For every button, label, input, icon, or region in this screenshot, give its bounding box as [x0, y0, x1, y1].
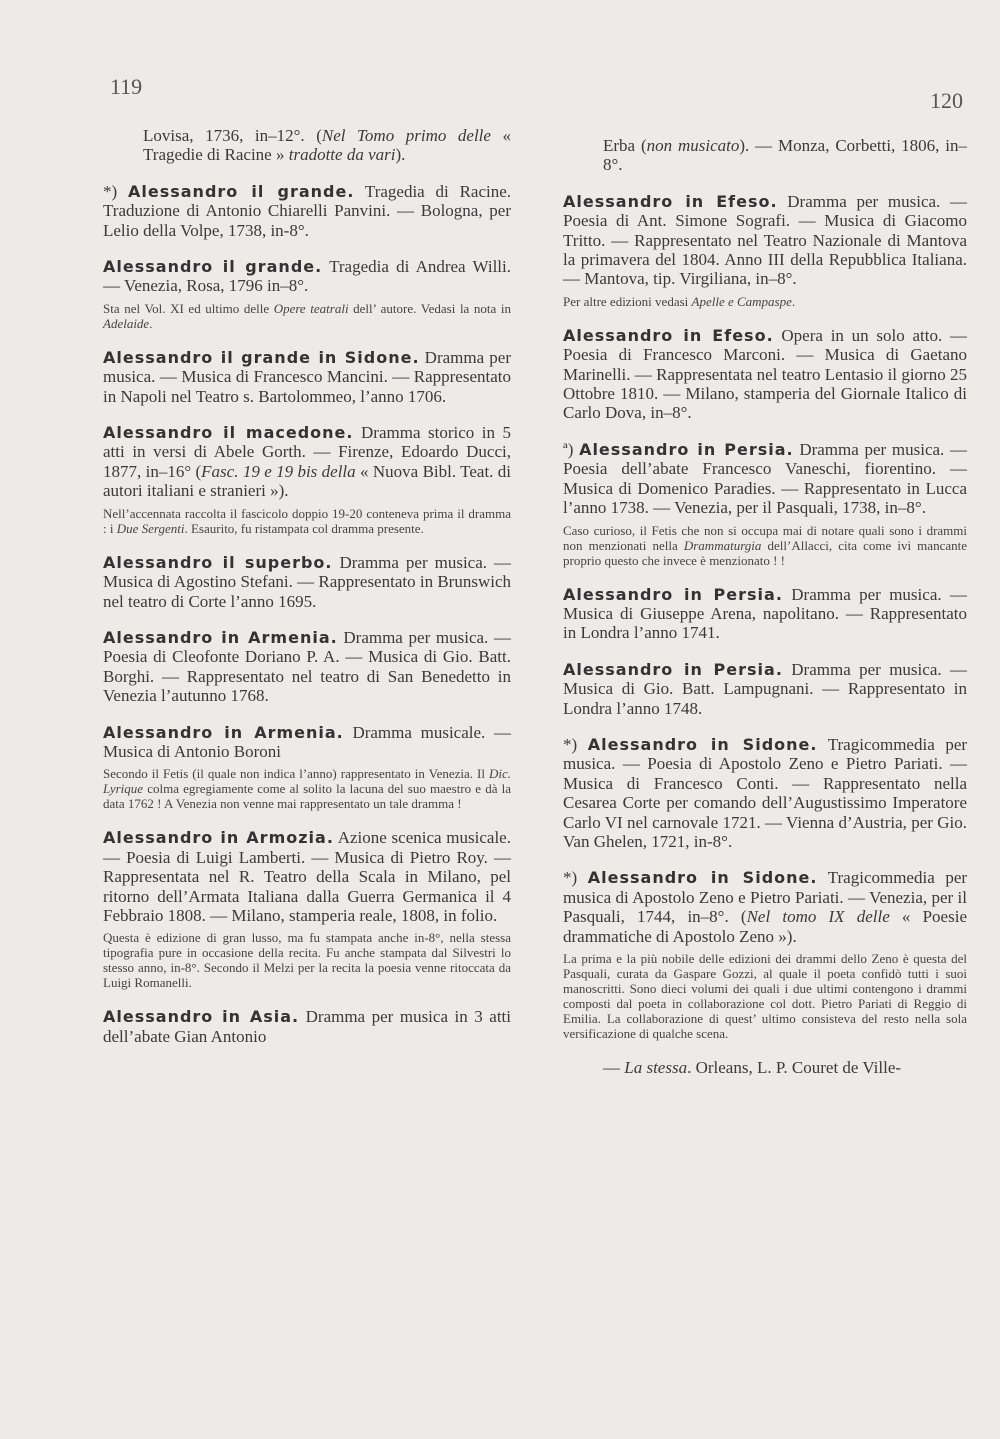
entry-body: Alessandro in Armenia. Dramma musicale. — Musica di Antonio Boroni: [103, 722, 511, 761]
entry-note: Sta nel Vol. XI ed ultimo delle Opere teatrali dell’ autore. Vedasi la nota in Adelaide.: [103, 300, 512, 331]
entry-heading: Alessandro in Sidone.: [587, 868, 818, 888]
entry-alessandro-in-persia-paradies: [563, 440, 967, 568]
entry-heading: Alessandro in Efeso.: [563, 191, 778, 211]
entry-body: Lovisa, 1736, in–12°. (Nel Tomo primo delle « Tragedie di Racine » tradotte da vari).: [143, 126, 512, 165]
entry-heading: Alessandro il macedone.: [103, 423, 354, 443]
entry-body: Alessandro in Persia. Dramma per musica. — Musica di Giuseppe Arena, napolitano. — Rappresentato in Londra l’anno 1741.: [563, 584, 967, 643]
entry-note: Caso curioso, il Fetis che non si occupa mai di notare quali sono i drammi non menzionati nella Drammaturgia dell’Allacci, cita come ivi mancante proprio questo che invece è menzionato ! !: [563, 522, 967, 568]
entry-alessandro-il-grande-in-sidone: [103, 348, 511, 406]
entry-note: Nell’accennata raccolta il fascicolo doppio 19-20 conteneva prima il dramma : i Due Sergenti. Esaurito, fu ristampata col dramma presente.: [103, 505, 511, 536]
entry-note: Questa è edizione di gran lusso, ma fu stampata anche in-8°, nella stessa tipografia pure in occasione della recita. Fu anche stampata dal Silvestri lo stesso anno, in-8°. Secondo il Melzi per la recita la poesia venne ritoccata da Luigi Romanelli.: [103, 930, 511, 991]
entry-heading: Alessandro il grande in Sidone.: [103, 347, 420, 367]
entry-body: Alessandro in Asia. Dramma per musica in 3 atti dell’abate Gian Antonio: [103, 1007, 511, 1046]
entry-alessandro-in-persia-lampugnani: [563, 660, 967, 718]
entry-heading: Alessandro il grande.: [103, 257, 323, 277]
entry-alessandro-in-armenia-borghi: [103, 628, 511, 706]
entry-heading: Alessandro in Armozia.: [103, 828, 334, 848]
entry-alessandro-in-asia: [103, 1007, 511, 1046]
entry-heading: Alessandro in Persia.: [579, 439, 794, 459]
left-column: [103, 126, 511, 1063]
entry-heading: Alessandro in Persia.: [563, 584, 783, 604]
entry-body: *) Alessandro in Sidone. Tragicommedia per musica. — Poesia di Apostolo Zeno e Pietro Pariati. — Musica di Francesco Conti. — Rappresentato nella Cesarea Corte per comando dell’Augustissimo Imperatore Carlo VI nel carnovale 1721. — Vienna d’Austria, per Gio. Van Ghelen, 1721, in-8°.: [563, 734, 968, 851]
entry-body: *) Alessandro in Sidone. Tragicommedia per musica di Apostolo Zeno e Pietro Pariati. — Venezia, per il Pasquali, 1744, in–8°. (Nel tomo IX delle « Poesie drammatiche di Apostolo Zeno »).: [563, 868, 968, 946]
entry-note: Per altre edizioni vedasi Apelle e Campaspe.: [563, 293, 796, 309]
footnote-mark: ª): [563, 439, 574, 459]
entry-body: Alessandro il grande. Tragedia di Andrea Willi. — Venezia, Rosa, 1796 in–8°.: [103, 257, 511, 296]
right-column: [563, 136, 967, 1094]
entry-alessandro-il-grande-racine: [103, 182, 511, 240]
entry-alessandro-in-persia-arena: [563, 585, 967, 643]
entry-heading: Alessandro il grande.: [127, 181, 355, 201]
entry-note: La prima e la più nobile delle edizioni dei drammi dello Zeno è questa del Pasquali, curata da Gaspare Gozzi, al quale il poeta confidò tutti i suoi manoscritti. Sono dieci volumi dei quali i due ultimi contengono i drammi composti dal poeta in collaborazione col dott. Pietro Pariati di Reggio di Emilia. La collaborazione di quest’ ultimo consisteva del resto nella sola versificazione di qualche scena.: [563, 951, 967, 1041]
entry-body: Alessandro il grande in Sidone. Dramma per musica. — Musica di Francesco Mancini. — Rappresentato in Napoli nel Teatro s. Bartolommeo, l’anno 1706.: [103, 347, 511, 406]
entry-body: — La stessa. Orleans, L. P. Couret de Ville-: [603, 1058, 902, 1077]
asterisk-mark: *): [563, 734, 578, 754]
entry-heading: Alessandro in Armenia.: [103, 627, 338, 647]
entry-alessandro-il-grande-willi: [103, 257, 511, 331]
entry-alessandro-in-efeso-tritto: [563, 192, 967, 309]
entry-body: Alessandro in Efeso. Dramma per musica. — Poesia di Ant. Simone Sografi. — Musica di Giacomo Tritto. — Rappresentato nel Teatro Nazionale di Mantova la primavera del 1804. Anno III della Repubblica Italiana. — Mantova, tip. Virgiliana, in–8°.: [563, 191, 967, 289]
entry-heading: Alessandro il superbo.: [103, 552, 333, 572]
entry-body: Alessandro in Armenia. Dramma per musica. — Poesia di Cleofonte Doriano P. A. — Musica di Gio. Batt. Borghi. — Rappresentato nel teatro di San Benedetto in Venezia l’autunno 1768.: [103, 627, 511, 706]
entry-body: Alessandro in Armozia. Azione scenica musicale. — Poesia di Luigi Lamberti. — Musica di Pietro Roy. — Rappresentata nel R. Teatro della Scala in Milano, pel ritorno dell’Armata Italiana dalla Guerra Germanica il 4 Febbraio 1808. — Milano, stamperia reale, 1808, in folio.: [103, 828, 511, 925]
entry-heading: Alessandro in Efeso.: [563, 325, 774, 345]
entry-heading: Alessandro in Sidone.: [587, 734, 818, 754]
page-number-right: 120: [930, 88, 963, 113]
entry-body: *) Alessandro il grande. Tragedia di Racine. Traduzione di Antonio Chiarelli Panvini. — Bologna, per Lelio della Volpe, 1738, in-8°.: [103, 181, 512, 240]
entry-body: Alessandro in Persia. Dramma per musica. — Musica di Gio. Batt. Lampugnani. — Rappresentato in Londra l’anno 1748.: [563, 659, 967, 718]
entry-alessandro-in-efeso-marinelli: [563, 326, 967, 423]
entry-body: Alessandro il macedone. Dramma storico in 5 atti in versi di Abele Gorth. — Firenze, Edoardo Ducci, 1877, in–16° (Fasc. 19 e 19 bis della « Nuova Bibl. Teat. di autori italiani e stranieri »).: [103, 423, 512, 501]
entry-alessandro-il-superbo: [103, 553, 511, 611]
page-number-left: 119: [110, 74, 143, 99]
entry-alessandro-in-sidone-conti: [563, 735, 967, 851]
entry-note: Secondo il Fetis (il quale non indica l’anno) rappresentato in Venezia. Il Dic. Lyrique colma egregiamente come al solito la lacuna del suo maestro e dà la data 1762 ! A Venezia non venne mai rappresentato un tale dramma !: [103, 766, 511, 812]
asterisk-mark: *): [103, 181, 118, 201]
entry-alessandro-in-sidone-pasquali: [563, 868, 967, 1041]
entry-body: Alessandro in Efeso. Opera in un solo atto. — Poesia di Francesco Marconi. — Musica di Gaetano Marinelli. — Rappresentata nel teatro Lentasio il giorno 25 Ottobre 1810. — Milano, stamperia del Giornale Italico di Carlo Dova, in–8°.: [563, 325, 968, 423]
entry-la-stessa: [563, 1058, 967, 1077]
entry-continuation: [103, 126, 511, 165]
entry-heading: Alessandro in Asia.: [103, 1007, 300, 1027]
entry-continuation: [563, 136, 967, 175]
entry-alessandro-in-armozia: [103, 828, 511, 990]
entry-alessandro-il-macedone: [103, 423, 511, 536]
entry-alessandro-in-armenia-boroni: [103, 723, 511, 812]
entry-body: ª) Alessandro in Persia. Dramma per musica. — Poesia dell’abate Francesco Vaneschi, fiorentino. — Musica di Domenico Paradies. — Rappresentato in Lucca l’anno 1738. — Venezia, per il Pasquali, 1738, in–8°.: [563, 439, 968, 518]
entry-heading: Alessandro in Armenia.: [103, 722, 344, 742]
entry-body: Alessandro il superbo. Dramma per musica. — Musica di Agostino Stefani. — Rappresentato in Brunswich nel teatro di Corte l’anno 1695.: [103, 552, 512, 611]
asterisk-mark: *): [563, 868, 578, 888]
entry-heading: Alessandro in Persia.: [563, 659, 783, 679]
entry-body: Erba (non musicato). — Monza, Corbetti, 1806, in–8°.: [603, 136, 967, 175]
